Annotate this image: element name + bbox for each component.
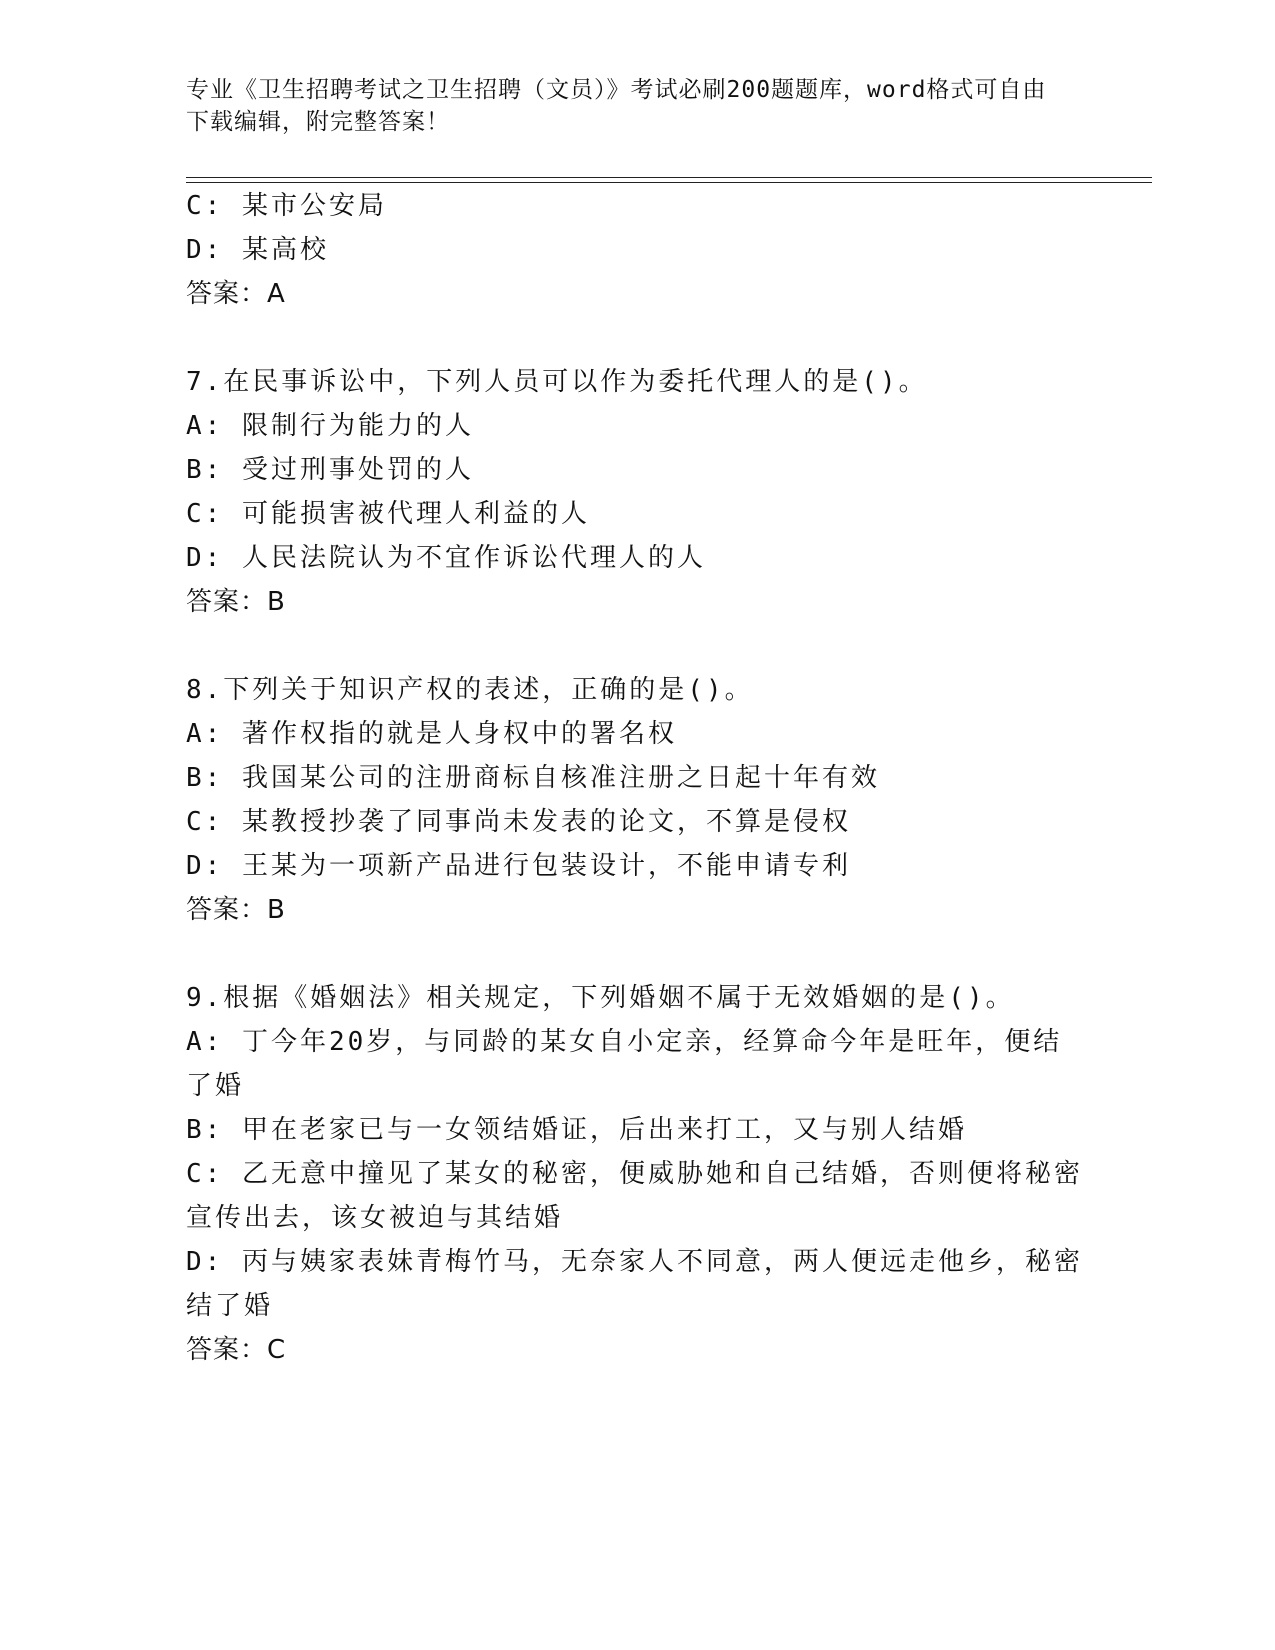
q9-option-a-line1: A: 丁今年20岁，与同龄的某女自小定亲，经算命今年是旺年，便结: [186, 1027, 1063, 1057]
q8-option-d: D: 王某为一项新产品进行包装设计，不能申请专利: [186, 851, 851, 881]
q7-option-c: C: 可能损害被代理人利益的人: [186, 499, 590, 529]
q8-question: 8.下列关于知识产权的表述，正确的是()。: [186, 675, 754, 705]
q9-option-c-line2: 宣传出去，该女被迫与其结婚: [186, 1203, 564, 1233]
q8-option-b: B: 我国某公司的注册商标自核准注册之日起十年有效: [186, 763, 880, 793]
q8-option-c: C: 某教授抄袭了同事尚未发表的论文，不算是侵权: [186, 807, 851, 837]
prev-option-c: C: 某市公安局: [186, 191, 387, 221]
document-header: 专业《卫生招聘考试之卫生招聘（文员）》考试必刷200题题库，word格式可自由下载编辑，附完整答案！: [186, 77, 1047, 135]
q9-option-d-line1: D: 丙与姨家表妹青梅竹马，无奈家人不同意，两人便远走他乡，秘密: [186, 1247, 1083, 1277]
header-divider-bottom: [186, 182, 1152, 183]
prev-answer: 答案：A: [186, 279, 286, 309]
prev-option-d: D: 某高校: [186, 235, 329, 265]
q8-option-a: A: 著作权指的就是人身权中的署名权: [186, 719, 677, 749]
q8-answer: 答案：B: [186, 895, 286, 925]
q7-option-d: D: 人民法院认为不宜作诉讼代理人的人: [186, 543, 706, 573]
q9-question: 9.根据《婚姻法》相关规定，下列婚姻不属于无效婚姻的是()。: [186, 983, 1015, 1013]
q9-option-b: B: 甲在老家已与一女领结婚证，后出来打工，又与别人结婚: [186, 1115, 967, 1145]
q7-option-b: B: 受过刑事处罚的人: [186, 455, 474, 485]
q7-answer: 答案：B: [186, 587, 286, 617]
q7-question: 7.在民事诉讼中，下列人员可以作为委托代理人的是()。: [186, 367, 928, 397]
q9-option-a-line2: 了婚: [186, 1071, 245, 1101]
q7-option-a: A: 限制行为能力的人: [186, 411, 474, 441]
q9-option-c-line1: C: 乙无意中撞见了某女的秘密，便威胁她和自己结婚，否则便将秘密: [186, 1159, 1083, 1189]
q9-option-d-line2: 结了婚: [186, 1291, 274, 1321]
q9-answer: 答案：C: [186, 1335, 287, 1365]
header-divider-top: [186, 177, 1152, 178]
